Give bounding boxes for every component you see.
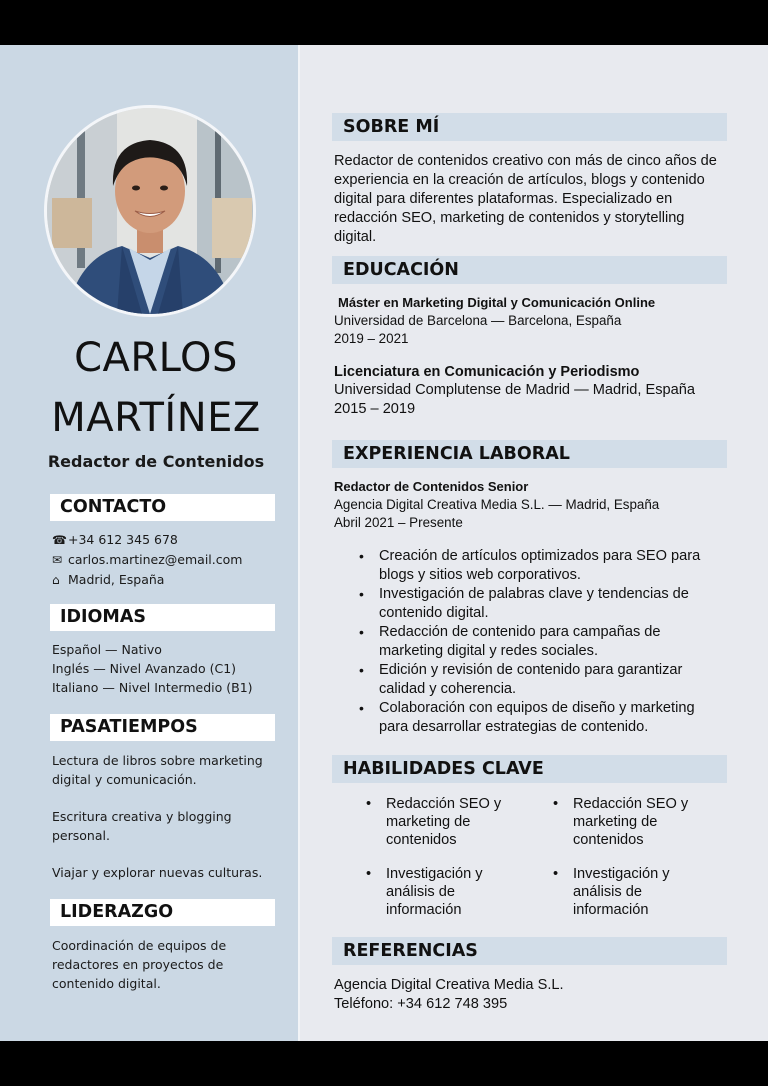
profile-photo: [44, 105, 256, 317]
language-item: Italiano — Nivel Intermedio (B1): [52, 680, 253, 695]
language-item: Inglés — Nivel Avanzado (C1): [52, 661, 237, 676]
first-name: CARLOS: [74, 335, 238, 381]
job-role: Redactor de Contenidos Senior: [334, 479, 529, 494]
job-title: Redactor de Contenidos: [47, 452, 265, 471]
house-icon: ⌂: [52, 573, 60, 587]
school: Universidad Complutense de Madrid — Madrid, España: [334, 382, 695, 398]
references-text: [334, 976, 724, 1014]
school: Universidad de Barcelona — Barcelona, España: [334, 313, 622, 328]
degree-title: Licenciatura en Comunicación y Periodismo: [334, 364, 640, 380]
experience-item: [334, 478, 724, 532]
education-item: [334, 294, 724, 348]
leadership-text: Coordinación de equipos de redactores en proyectos de contenido digital.: [52, 938, 227, 991]
list-item: • Creación de artículos optimizados para SEO para blogs y sitios web corporativos.: [357, 547, 717, 585]
reference-phone: Teléfono: +34 612 748 395: [334, 996, 508, 1012]
languages-heading: IDIOMAS: [50, 604, 275, 631]
last-name: MARTÍNEZ: [51, 395, 261, 441]
degree-title: Máster en Marketing Digital y Comunicación Online: [338, 295, 656, 310]
skill-item: • Redacción SEO y marketing de contenidos: [548, 795, 698, 849]
hobby-item: Viajar y explorar nuevas culturas.: [52, 865, 263, 880]
references-heading: REFERENCIAS: [332, 937, 727, 965]
mail-icon: ✉: [52, 553, 63, 567]
language-item: Español — Nativo: [52, 642, 162, 657]
contact-phone: ☎+34 612 345 678: [52, 530, 284, 550]
skills-heading: HABILIDADES CLAVE: [332, 755, 727, 783]
list-item: • Investigación de palabras clave y tendencias de contenido digital.: [357, 585, 717, 623]
education-item: [334, 363, 724, 419]
languages-list: [52, 640, 284, 697]
years: 2015 – 2019: [334, 401, 416, 417]
skill-item: • Investigación y análisis de información: [548, 865, 698, 919]
contact-email: ✉ carlos.martinez@email.com: [52, 550, 284, 570]
list-item: • Colaboración con equipos de diseño y marketing para desarrollar estrategias de contenido.: [357, 699, 717, 737]
column-divider: [298, 45, 300, 1041]
resume-page: [0, 45, 768, 1041]
education-heading: EDUCACIÓN: [332, 256, 727, 284]
list-item: • Redacción de contenido para campañas de marketing digital y redes sociales.: [357, 623, 717, 661]
skill-item: • Investigación y análisis de información: [361, 865, 511, 919]
company: Agencia Digital Creativa Media S.L. — Madrid, España: [334, 497, 660, 512]
contact-list: [52, 530, 284, 590]
reference-company: Agencia Digital Creativa Media S.L.: [334, 977, 564, 993]
contact-location: ⌂ Madrid, España: [52, 570, 284, 590]
hobby-item: Escritura creativa y blogging personal.: [52, 809, 232, 843]
about-text: Redactor de contenidos creativo con más de cinco años de experiencia en la creación de artículos, blogs y contenido digital para diferentes plataformas. Especializado en redacción SEO, marketing de contenidos y storytelling digital.: [334, 153, 717, 245]
about-heading: SOBRE MÍ: [332, 113, 727, 141]
contact-heading: CONTACTO: [50, 494, 275, 521]
list-item: • Edición y revisión de contenido para garantizar calidad y coherencia.: [357, 661, 717, 699]
phone-icon: ☎: [52, 533, 67, 547]
experience-heading: EXPERIENCIA LABORAL: [332, 440, 727, 468]
dates: Abril 2021 – Presente: [334, 515, 463, 530]
hobby-item: Lectura de libros sobre marketing digital y comunicación.: [52, 753, 263, 787]
experience-bullets: [357, 547, 717, 737]
leadership-heading: LIDERAZGO: [50, 899, 275, 926]
hobbies-heading: PASATIEMPOS: [50, 714, 275, 741]
skill-item: • Redacción SEO y marketing de contenidos: [361, 795, 511, 849]
years: 2019 – 2021: [334, 331, 409, 346]
